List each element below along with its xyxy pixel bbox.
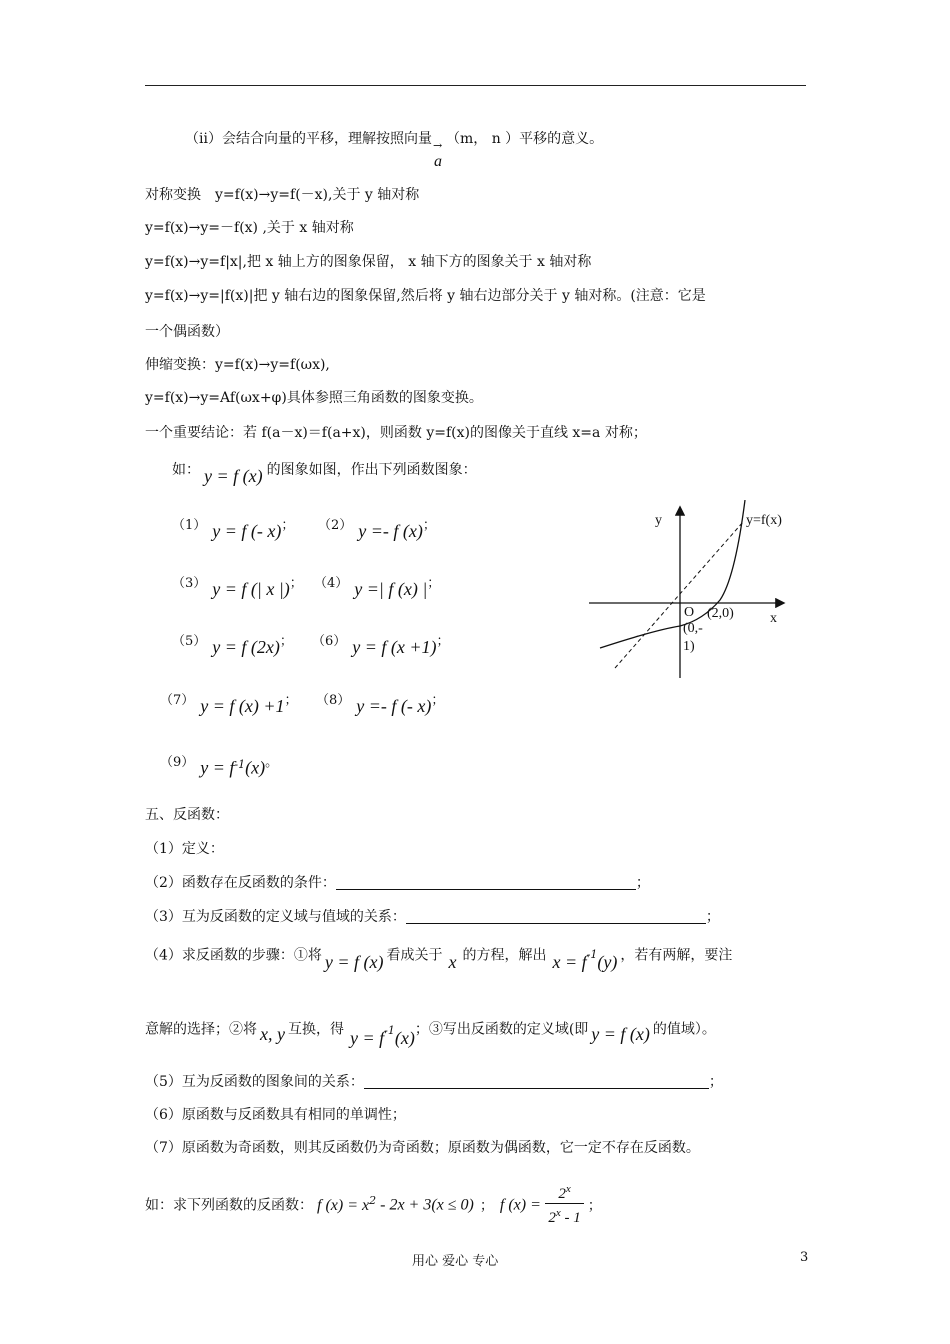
exercise-sep: ； <box>431 693 445 708</box>
text-part: （ⅱ）会结合向量的平移，理解按照向量 <box>185 131 432 147</box>
text-part: （3）互为反函数的定义域与值域的关系： <box>145 909 406 925</box>
exercise-sep: ； <box>279 634 293 649</box>
line-symmetry-3: y=f(x)→y=f|x|,把 x 轴上方的图象保留， x 轴下方的图象关于 x 轴对称 <box>145 254 592 270</box>
line-scaling-1: 伸缩变换：y=f(x)→y=f(ωx), <box>145 357 330 373</box>
graph-label-origin: O <box>684 605 695 620</box>
line-vector-translation: （ⅱ）会结合向量的平移，理解按照向量 → a （m， n ）平移的意义。 <box>185 131 604 170</box>
exercise-4 <box>314 576 446 601</box>
exercise-sep: ； <box>284 693 298 708</box>
exercise-math: y =- f (- x) <box>356 696 432 716</box>
exercise-sep: ； <box>289 576 303 591</box>
math: f (x) = <box>499 1196 541 1214</box>
line-conclusion: 一个重要结论：若 f(a－x)＝f(a+x)，则函数 y=f(x)的图像关于直线 x=a 对称； <box>145 425 647 441</box>
section5-item7: （7）原函数为奇函数，则其反函数仍为奇函数；原函数为偶函数，它一定不存在反函数。 <box>145 1140 700 1156</box>
exercise-sup: -1 <box>234 758 246 771</box>
text-part: 如： <box>172 462 200 478</box>
text-part: ；③写出反函数的定义域(即 <box>414 1021 589 1038</box>
page-number: 3 <box>800 1250 809 1265</box>
text-part: 互换，得 <box>287 1021 344 1038</box>
line-symmetry-2: y=f(x)→y=－f(x) ,关于 x 轴对称 <box>145 220 354 236</box>
graph-label-x: x <box>770 611 777 626</box>
exercise-9 <box>160 756 284 780</box>
exercise-sep: ； <box>436 634 450 649</box>
section5-title: 五、反函数： <box>145 807 229 823</box>
num: 2 <box>548 1210 556 1226</box>
text-part: ； <box>635 875 650 891</box>
graph-label-curve: y=f(x) <box>746 513 782 528</box>
math: y = f <box>349 1027 385 1048</box>
text-part: （m， n ）平移的意义。 <box>445 131 604 147</box>
num: - 1 <box>560 1210 581 1226</box>
exercise-num: （7） <box>160 693 195 708</box>
header-rule <box>145 85 806 86</box>
fraction-denominator <box>545 1204 583 1227</box>
footer-text: 用心 爱心 专心 <box>412 1254 499 1269</box>
exercise-2 <box>318 518 442 543</box>
exercise-num: （6） <box>312 634 347 649</box>
exercise-sep: ； <box>281 518 295 533</box>
function-graph <box>585 500 795 685</box>
section5-item2 <box>145 874 650 892</box>
fraction-numerator <box>545 1180 583 1204</box>
answer-blank[interactable] <box>364 1074 709 1089</box>
exercise-sep: ； <box>427 576 441 591</box>
text-part: 的图象如图，作出下列函数图象： <box>266 462 477 478</box>
text-part: ，若有两解，要注 <box>620 947 733 964</box>
exercise-math: y = f (| x |) <box>212 579 290 599</box>
math: y = f (x) <box>324 951 384 972</box>
exercise-math: y = f (2x) <box>212 637 280 657</box>
section5-item4-cont <box>145 1016 716 1048</box>
section5-item5 <box>145 1073 723 1091</box>
math: x <box>448 951 457 972</box>
exercise-num: （2） <box>318 518 353 533</box>
line-even-note: 一个偶函数） <box>145 324 229 340</box>
graph-label-point1: (2,0) <box>707 606 734 621</box>
fraction <box>545 1180 583 1227</box>
exercise-math: y = f <box>200 757 235 778</box>
text-part: 的值域）。 <box>652 1021 716 1038</box>
text-part: ； <box>708 1074 723 1090</box>
exercise-6 <box>312 634 456 659</box>
text-part: （4）求反函数的步骤：①将 <box>145 947 322 964</box>
line-example-intro <box>172 459 477 486</box>
exercise-8 <box>316 693 450 718</box>
sup: x <box>565 1183 571 1195</box>
sup: x <box>555 1207 561 1219</box>
line-scaling-2: y=f(x)→y=Af(ωx+φ)具体参照三角函数的图象变换。 <box>145 390 483 406</box>
math-sup: -1 <box>384 1024 395 1037</box>
answer-blank[interactable] <box>336 875 636 890</box>
text-part: （5）互为反函数的图象间的关系： <box>145 1074 364 1090</box>
graph-label-point2b: 1) <box>683 639 695 654</box>
math: y = f (x) <box>591 1023 650 1044</box>
num: 2 <box>558 1186 566 1202</box>
section5-example <box>145 1182 602 1229</box>
math: x = f <box>552 951 587 972</box>
text-part: （2）函数存在反函数的条件： <box>145 875 336 891</box>
graph-label-point2a: (0,- <box>683 621 703 636</box>
exercise-sep: 。 <box>265 754 279 770</box>
text-part: 如：求下列函数的反函数： <box>145 1197 313 1214</box>
section5-item4 <box>145 942 733 972</box>
vector-a-letter: a <box>433 153 442 170</box>
text-part: 意解的选择；②将 <box>145 1021 257 1038</box>
exercise-3 <box>172 576 309 601</box>
dashed-line <box>615 522 743 668</box>
math-y-fx: y = f (x) <box>204 466 263 486</box>
exercise-num: （5） <box>172 634 207 649</box>
math: x, y <box>260 1023 285 1044</box>
exercise-num: （9） <box>160 754 195 770</box>
exercise-1 <box>172 518 300 543</box>
section5-item1: （1）定义： <box>145 841 224 857</box>
math: (x) <box>394 1027 415 1048</box>
exercise-7 <box>160 693 304 718</box>
math: (y) <box>597 951 618 972</box>
exercise-num: （8） <box>316 693 351 708</box>
graph-label-y: y <box>655 513 662 528</box>
math-sup: 2 <box>369 1193 377 1207</box>
text-part: 看成关于 <box>386 947 443 964</box>
line-symmetry-4: y=f(x)→y=|f(x)|把 y 轴右边的图象保留,然后将 y 轴右边部分关于 y 轴对称。(注意：它是 <box>145 288 706 304</box>
answer-blank[interactable] <box>406 909 706 924</box>
math: - 2x + 3(x ≤ 0) <box>376 1196 474 1214</box>
math: f (x) = x <box>317 1196 370 1214</box>
exercise-math: y =- f (x) <box>358 521 423 541</box>
exercise-math: y =| f (x) | <box>354 579 428 599</box>
exercise-5 <box>172 634 299 659</box>
math-sup: -1 <box>586 948 598 961</box>
exercise-num: （3） <box>172 576 207 591</box>
section5-item6: （6）原函数与反函数具有相同的单调性； <box>145 1107 406 1123</box>
text-part: ； <box>479 1197 494 1214</box>
text-part: 的方程，解出 <box>462 947 547 964</box>
exercise-sep: ； <box>422 518 436 533</box>
line-symmetry-1: 对称变换 y=f(x)→y=f(－x),关于 y 轴对称 <box>145 187 420 203</box>
section5-item3 <box>145 908 720 926</box>
exercise-math: y = f (x) +1 <box>200 696 285 716</box>
text-part: ； <box>587 1197 602 1214</box>
exercise-math-tail: (x) <box>245 757 266 778</box>
exercise-num: （1） <box>172 518 207 533</box>
text-part: ； <box>705 909 720 925</box>
curve-fx <box>600 500 745 648</box>
exercise-num: （4） <box>314 576 349 591</box>
exercise-math: y = f (x +1) <box>352 637 437 657</box>
exercise-math: y = f (- x) <box>212 521 282 541</box>
